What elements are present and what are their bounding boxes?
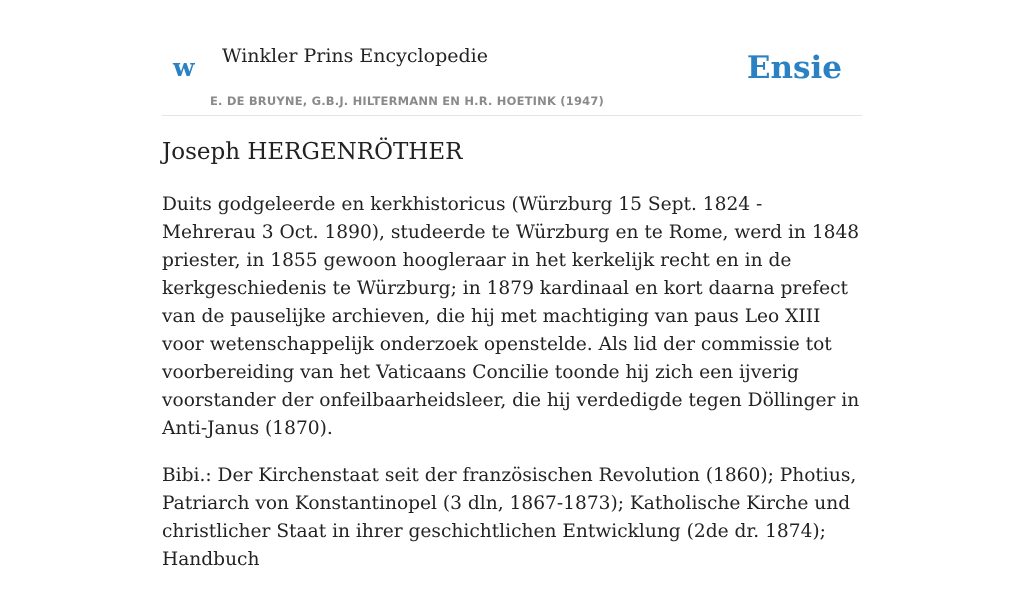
article-paragraph: Bibi.: Der Kirchenstaat seit der französischen Revolution (1860); Photius, Patriarch von Konstantinopel (3 dln, 1867-1873); Katholische Kirche und christlicher Staat in ihrer geschichtlichen Entwicklung (2de dr. 1874); Handbuch (162, 465, 857, 570)
winkler-prins-logo[interactable]: w (173, 53, 195, 82)
content-container (162, 0, 862, 570)
site-header (162, 0, 862, 116)
ensie-brand-logo[interactable]: Ensie (746, 50, 842, 86)
source-title-link[interactable]: Winkler Prins Encyclopedie (222, 45, 488, 67)
article-paragraph: Duits godgeleerde en kerkhistoricus (Würzburg 15 Sept. 1824 - Mehrerau 3 Oct. 1890), studeerde te Würzburg en te Rome, werd in 1848 priester, in 1855 gewoon hoogleraar in het kerkelijk recht en in de kerkgeschiedenis te Würzburg; in 1879 kardinaal en kort daarna prefect van de pauselijke archieven, die hij met machtiging van paus Leo XIII voor wetenschappelijk onderzoek openstelde. Als lid der commissie tot voorbereiding van het Vaticaans Concilie toonde hij zich een ijverig voorstander der onfeilbaarheidsleer, die hij verdedigde tegen Döllinger in Anti-Janus (1870). (162, 194, 860, 439)
article-title: Joseph HERGENRÖTHER (162, 139, 463, 165)
article-body (162, 191, 862, 593)
source-authors: E. DE BRUYNE, G.B.J. HILTERMANN EN H.R. HOETINK (1947) (210, 94, 605, 108)
